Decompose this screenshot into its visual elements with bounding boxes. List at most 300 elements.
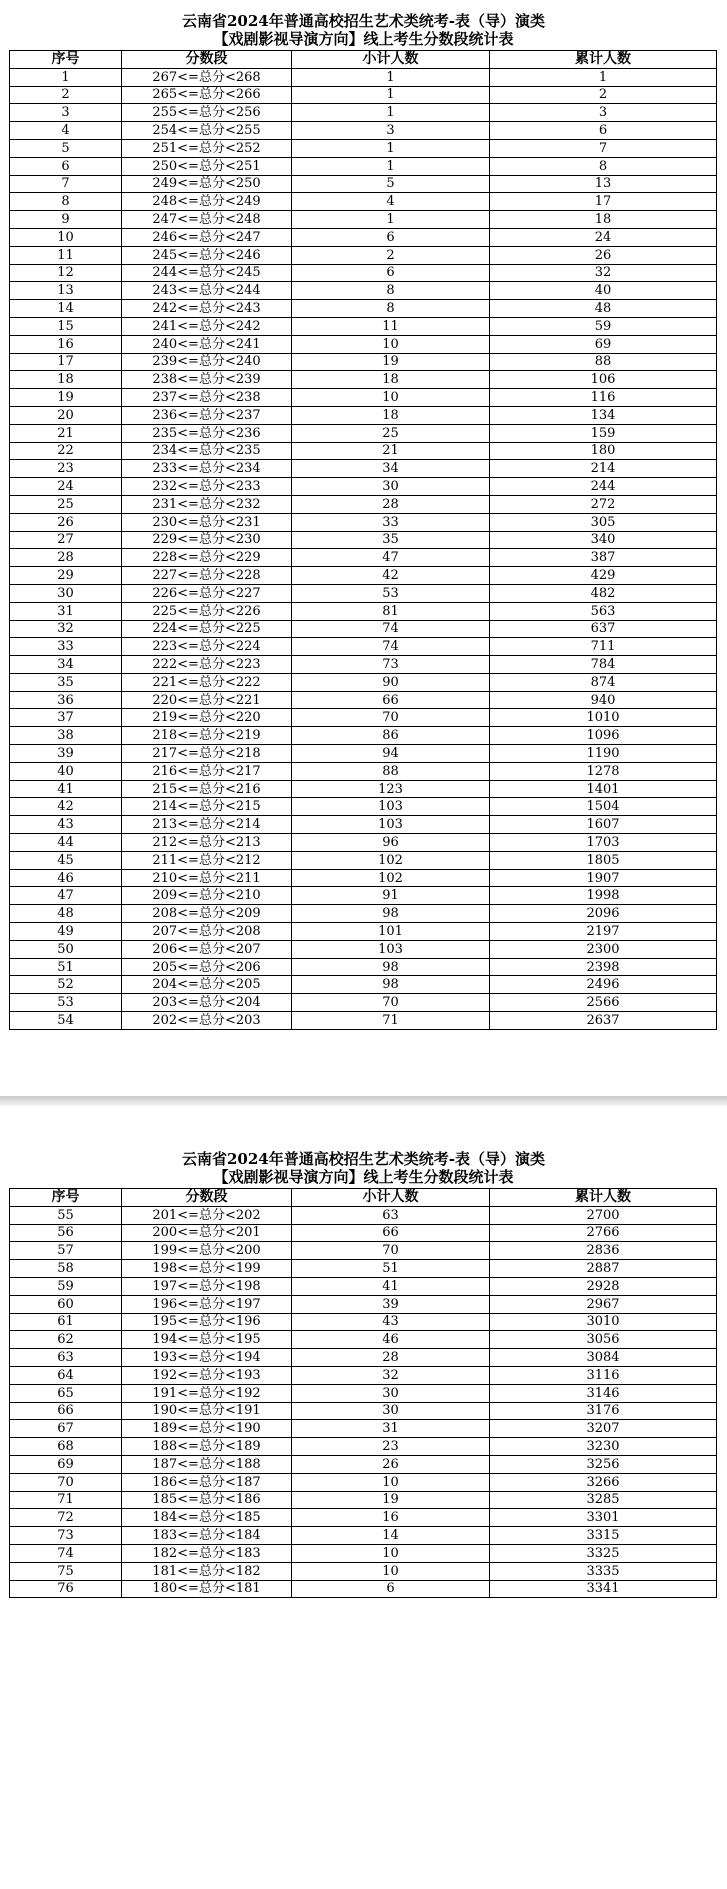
cell-cumulative: 482 [490, 584, 717, 602]
table-row [10, 727, 717, 745]
cell-index: 2 [10, 86, 122, 104]
cell-score-range: 235<=总分<236 [122, 424, 292, 442]
cell-subtotal: 91 [292, 887, 490, 905]
cell-subtotal: 94 [292, 745, 490, 763]
cell-subtotal: 19 [292, 353, 490, 371]
cell-subtotal: 46 [292, 1331, 490, 1349]
table-row [10, 353, 717, 371]
table-row [10, 709, 717, 727]
cell-cumulative: 1 [490, 68, 717, 86]
cell-cumulative: 3285 [490, 1491, 717, 1509]
cell-cumulative: 2496 [490, 976, 717, 994]
table-row [10, 1349, 717, 1367]
cell-index: 40 [10, 762, 122, 780]
cell-subtotal: 70 [292, 709, 490, 727]
cell-subtotal: 1 [292, 68, 490, 86]
cell-subtotal: 90 [292, 673, 490, 691]
table-row [10, 567, 717, 585]
cell-score-range: 207<=总分<208 [122, 923, 292, 941]
cell-cumulative: 214 [490, 460, 717, 478]
cell-subtotal: 10 [292, 1473, 490, 1491]
table-row [10, 1544, 717, 1562]
cell-subtotal: 16 [292, 1509, 490, 1527]
cell-score-range: 206<=总分<207 [122, 940, 292, 958]
cell-subtotal: 102 [292, 869, 490, 887]
cell-score-range: 250<=总分<251 [122, 157, 292, 175]
cell-index: 50 [10, 940, 122, 958]
table-row [10, 1313, 717, 1331]
cell-index: 35 [10, 673, 122, 691]
cell-score-range: 227<=总分<228 [122, 567, 292, 585]
cell-index: 26 [10, 513, 122, 531]
cell-score-range: 182<=总分<183 [122, 1544, 292, 1562]
cell-score-range: 208<=总分<209 [122, 905, 292, 923]
table-row [10, 923, 717, 941]
cell-cumulative: 180 [490, 442, 717, 460]
cell-index: 62 [10, 1331, 122, 1349]
cell-index: 71 [10, 1491, 122, 1509]
cell-index: 53 [10, 994, 122, 1012]
table-row [10, 1331, 717, 1349]
cell-score-range: 201<=总分<202 [122, 1206, 292, 1224]
table-row [10, 1455, 717, 1473]
cell-subtotal: 42 [292, 567, 490, 585]
header-index: 序号 [10, 1189, 122, 1207]
cell-subtotal: 10 [292, 389, 490, 407]
cell-index: 52 [10, 976, 122, 994]
cell-cumulative: 2928 [490, 1277, 717, 1295]
cell-subtotal: 3 [292, 122, 490, 140]
cell-cumulative: 18 [490, 211, 717, 229]
cell-score-range: 180<=总分<181 [122, 1580, 292, 1598]
cell-score-range: 194<=总分<195 [122, 1331, 292, 1349]
cell-index: 11 [10, 246, 122, 264]
cell-index: 41 [10, 780, 122, 798]
cell-index: 36 [10, 691, 122, 709]
cell-cumulative: 24 [490, 228, 717, 246]
cell-subtotal: 70 [292, 994, 490, 1012]
table-row [10, 549, 717, 567]
cell-subtotal: 6 [292, 1580, 490, 1598]
cell-score-range: 251<=总分<252 [122, 139, 292, 157]
cell-score-range: 246<=总分<247 [122, 228, 292, 246]
cell-score-range: 191<=总分<192 [122, 1384, 292, 1402]
cell-subtotal: 73 [292, 656, 490, 674]
cell-score-range: 239<=总分<240 [122, 353, 292, 371]
table-row [10, 1420, 717, 1438]
table-row [10, 406, 717, 424]
cell-index: 22 [10, 442, 122, 460]
cell-index: 39 [10, 745, 122, 763]
cell-score-range: 222<=总分<223 [122, 656, 292, 674]
cell-subtotal: 71 [292, 1012, 490, 1030]
table-row [10, 638, 717, 656]
table-row [10, 780, 717, 798]
cell-subtotal: 5 [292, 175, 490, 193]
cell-score-range: 255<=总分<256 [122, 104, 292, 122]
cell-score-range: 187<=总分<188 [122, 1455, 292, 1473]
cell-cumulative: 3230 [490, 1438, 717, 1456]
cell-cumulative: 2700 [490, 1206, 717, 1224]
cell-index: 19 [10, 389, 122, 407]
cell-subtotal: 30 [292, 1402, 490, 1420]
cell-score-range: 181<=总分<182 [122, 1562, 292, 1580]
cell-cumulative: 2 [490, 86, 717, 104]
table-row [10, 1580, 717, 1598]
table-row [10, 1491, 717, 1509]
cell-subtotal: 41 [292, 1277, 490, 1295]
cell-index: 57 [10, 1242, 122, 1260]
cell-score-range: 188<=总分<189 [122, 1438, 292, 1456]
cell-index: 55 [10, 1206, 122, 1224]
cell-subtotal: 74 [292, 620, 490, 638]
cell-index: 45 [10, 851, 122, 869]
table-row [10, 1206, 717, 1224]
cell-subtotal: 31 [292, 1420, 490, 1438]
cell-cumulative: 17 [490, 193, 717, 211]
cell-score-range: 199<=总分<200 [122, 1242, 292, 1260]
cell-score-range: 237<=总分<238 [122, 389, 292, 407]
table-row [10, 584, 717, 602]
cell-subtotal: 32 [292, 1366, 490, 1384]
cell-score-range: 213<=总分<214 [122, 816, 292, 834]
cell-cumulative: 69 [490, 335, 717, 353]
cell-index: 51 [10, 958, 122, 976]
cell-cumulative: 26 [490, 246, 717, 264]
cell-score-range: 203<=总分<204 [122, 994, 292, 1012]
table-row [10, 958, 717, 976]
cell-subtotal: 86 [292, 727, 490, 745]
cell-index: 76 [10, 1580, 122, 1598]
cell-cumulative: 2197 [490, 923, 717, 941]
cell-subtotal: 10 [292, 1544, 490, 1562]
cell-index: 38 [10, 727, 122, 745]
cell-cumulative: 2887 [490, 1260, 717, 1278]
cell-cumulative: 3266 [490, 1473, 717, 1491]
cell-score-range: 219<=总分<220 [122, 709, 292, 727]
cell-subtotal: 8 [292, 300, 490, 318]
cell-index: 70 [10, 1473, 122, 1491]
cell-index: 60 [10, 1295, 122, 1313]
cell-index: 43 [10, 816, 122, 834]
cell-cumulative: 1607 [490, 816, 717, 834]
cell-score-range: 240<=总分<241 [122, 335, 292, 353]
cell-index: 75 [10, 1562, 122, 1580]
page-title: 云南省2024年普通高校招生艺术类统考-表（导）演类 [182, 1150, 545, 1168]
cell-index: 27 [10, 531, 122, 549]
table-body [10, 68, 717, 1029]
score-table [9, 1188, 717, 1598]
table-row [10, 1242, 717, 1260]
table-row [10, 424, 717, 442]
cell-score-range: 189<=总分<190 [122, 1420, 292, 1438]
cell-cumulative: 8 [490, 157, 717, 175]
table-row [10, 246, 717, 264]
cell-score-range: 242<=总分<243 [122, 300, 292, 318]
table-header-row [10, 51, 717, 69]
cell-index: 65 [10, 1384, 122, 1402]
table-row [10, 300, 717, 318]
cell-subtotal: 4 [292, 193, 490, 211]
cell-cumulative: 784 [490, 656, 717, 674]
cell-index: 67 [10, 1420, 122, 1438]
cell-index: 73 [10, 1527, 122, 1545]
cell-index: 9 [10, 211, 122, 229]
cell-index: 64 [10, 1366, 122, 1384]
cell-cumulative: 3010 [490, 1313, 717, 1331]
cell-index: 15 [10, 317, 122, 335]
cell-cumulative: 1998 [490, 887, 717, 905]
page-title: 云南省2024年普通高校招生艺术类统考-表（导）演类 [182, 12, 545, 30]
cell-index: 72 [10, 1509, 122, 1527]
cell-cumulative: 429 [490, 567, 717, 585]
cell-score-range: 211<=总分<212 [122, 851, 292, 869]
cell-subtotal: 39 [292, 1295, 490, 1313]
cell-cumulative: 1703 [490, 834, 717, 852]
cell-subtotal: 30 [292, 478, 490, 496]
cell-cumulative: 40 [490, 282, 717, 300]
cell-cumulative: 874 [490, 673, 717, 691]
cell-cumulative: 134 [490, 406, 717, 424]
cell-index: 59 [10, 1277, 122, 1295]
cell-cumulative: 59 [490, 317, 717, 335]
cell-score-range: 186<=总分<187 [122, 1473, 292, 1491]
cell-score-range: 225<=总分<226 [122, 602, 292, 620]
table-row [10, 762, 717, 780]
cell-index: 6 [10, 157, 122, 175]
cell-subtotal: 1 [292, 157, 490, 175]
table-row [10, 1260, 717, 1278]
cell-score-range: 216<=总分<217 [122, 762, 292, 780]
cell-index: 23 [10, 460, 122, 478]
table-row [10, 122, 717, 140]
cell-cumulative: 3056 [490, 1331, 717, 1349]
cell-cumulative: 1401 [490, 780, 717, 798]
cell-subtotal: 63 [292, 1206, 490, 1224]
cell-subtotal: 2 [292, 246, 490, 264]
table-row [10, 335, 717, 353]
page-divider [0, 1096, 727, 1106]
cell-index: 37 [10, 709, 122, 727]
cell-cumulative: 2967 [490, 1295, 717, 1313]
header-score-range: 分数段 [122, 51, 292, 69]
cell-cumulative: 48 [490, 300, 717, 318]
cell-index: 12 [10, 264, 122, 282]
cell-cumulative: 637 [490, 620, 717, 638]
cell-cumulative: 3301 [490, 1509, 717, 1527]
table-row [10, 193, 717, 211]
cell-index: 69 [10, 1455, 122, 1473]
table-row [10, 869, 717, 887]
cell-cumulative: 1278 [490, 762, 717, 780]
table-row [10, 673, 717, 691]
cell-index: 13 [10, 282, 122, 300]
cell-score-range: 248<=总分<249 [122, 193, 292, 211]
cell-subtotal: 103 [292, 798, 490, 816]
cell-subtotal: 96 [292, 834, 490, 852]
cell-subtotal: 51 [292, 1260, 490, 1278]
cell-index: 8 [10, 193, 122, 211]
cell-cumulative: 3315 [490, 1527, 717, 1545]
table-row [10, 887, 717, 905]
cell-subtotal: 102 [292, 851, 490, 869]
cell-score-range: 229<=总分<230 [122, 531, 292, 549]
cell-subtotal: 98 [292, 976, 490, 994]
cell-score-range: 220<=总分<221 [122, 691, 292, 709]
table-row [10, 317, 717, 335]
cell-index: 48 [10, 905, 122, 923]
cell-cumulative: 3207 [490, 1420, 717, 1438]
cell-score-range: 233<=总分<234 [122, 460, 292, 478]
table-row [10, 139, 717, 157]
cell-index: 74 [10, 1544, 122, 1562]
table-row [10, 1562, 717, 1580]
cell-index: 7 [10, 175, 122, 193]
score-table [9, 50, 717, 1030]
cell-score-range: 204<=总分<205 [122, 976, 292, 994]
header-cumulative: 累计人数 [490, 51, 717, 69]
table-row [10, 1473, 717, 1491]
cell-cumulative: 305 [490, 513, 717, 531]
table-row [10, 531, 717, 549]
cell-subtotal: 30 [292, 1384, 490, 1402]
table-row [10, 282, 717, 300]
table-row [10, 389, 717, 407]
cell-index: 16 [10, 335, 122, 353]
cell-subtotal: 103 [292, 816, 490, 834]
cell-score-range: 241<=总分<242 [122, 317, 292, 335]
cell-score-range: 215<=总分<216 [122, 780, 292, 798]
cell-cumulative: 6 [490, 122, 717, 140]
cell-index: 58 [10, 1260, 122, 1278]
cell-cumulative: 3325 [490, 1544, 717, 1562]
cell-index: 34 [10, 656, 122, 674]
cell-score-range: 218<=总分<219 [122, 727, 292, 745]
cell-index: 14 [10, 300, 122, 318]
table-row [10, 228, 717, 246]
cell-subtotal: 21 [292, 442, 490, 460]
cell-cumulative: 2637 [490, 1012, 717, 1030]
table-row [10, 1509, 717, 1527]
table-row [10, 442, 717, 460]
cell-subtotal: 33 [292, 513, 490, 531]
cell-subtotal: 1 [292, 139, 490, 157]
cell-cumulative: 3146 [490, 1384, 717, 1402]
cell-score-range: 195<=总分<196 [122, 1313, 292, 1331]
cell-index: 5 [10, 139, 122, 157]
table-row [10, 175, 717, 193]
cell-score-range: 228<=总分<229 [122, 549, 292, 567]
cell-score-range: 190<=总分<191 [122, 1402, 292, 1420]
cell-score-range: 234<=总分<235 [122, 442, 292, 460]
cell-subtotal: 11 [292, 317, 490, 335]
cell-index: 30 [10, 584, 122, 602]
cell-score-range: 254<=总分<255 [122, 122, 292, 140]
cell-index: 54 [10, 1012, 122, 1030]
cell-score-range: 196<=总分<197 [122, 1295, 292, 1313]
cell-subtotal: 26 [292, 1455, 490, 1473]
cell-subtotal: 1 [292, 86, 490, 104]
cell-index: 25 [10, 495, 122, 513]
cell-cumulative: 3 [490, 104, 717, 122]
cell-subtotal: 10 [292, 335, 490, 353]
cell-cumulative: 88 [490, 353, 717, 371]
cell-subtotal: 88 [292, 762, 490, 780]
cell-subtotal: 34 [292, 460, 490, 478]
cell-score-range: 212<=总分<213 [122, 834, 292, 852]
cell-index: 56 [10, 1224, 122, 1242]
cell-index: 10 [10, 228, 122, 246]
table-row [10, 940, 717, 958]
cell-subtotal: 66 [292, 691, 490, 709]
cell-cumulative: 1504 [490, 798, 717, 816]
cell-subtotal: 28 [292, 1349, 490, 1367]
cell-subtotal: 1 [292, 104, 490, 122]
cell-cumulative: 272 [490, 495, 717, 513]
cell-index: 4 [10, 122, 122, 140]
cell-index: 44 [10, 834, 122, 852]
cell-score-range: 223<=总分<224 [122, 638, 292, 656]
cell-score-range: 214<=总分<215 [122, 798, 292, 816]
cell-score-range: 193<=总分<194 [122, 1349, 292, 1367]
cell-score-range: 224<=总分<225 [122, 620, 292, 638]
cell-subtotal: 18 [292, 406, 490, 424]
cell-index: 63 [10, 1349, 122, 1367]
cell-subtotal: 10 [292, 1562, 490, 1580]
cell-cumulative: 116 [490, 389, 717, 407]
cell-subtotal: 98 [292, 905, 490, 923]
cell-cumulative: 13 [490, 175, 717, 193]
table-row [10, 851, 717, 869]
cell-score-range: 200<=总分<201 [122, 1224, 292, 1242]
cell-cumulative: 1096 [490, 727, 717, 745]
table-row [10, 1366, 717, 1384]
table-row [10, 68, 717, 86]
header-subtotal: 小计人数 [292, 1189, 490, 1207]
table-row [10, 691, 717, 709]
cell-cumulative: 2096 [490, 905, 717, 923]
cell-score-range: 231<=总分<232 [122, 495, 292, 513]
cell-index: 17 [10, 353, 122, 371]
cell-subtotal: 98 [292, 958, 490, 976]
cell-index: 42 [10, 798, 122, 816]
cell-subtotal: 23 [292, 1438, 490, 1456]
table-row [10, 1295, 717, 1313]
cell-cumulative: 159 [490, 424, 717, 442]
cell-index: 66 [10, 1402, 122, 1420]
cell-cumulative: 940 [490, 691, 717, 709]
table-row [10, 460, 717, 478]
header-index: 序号 [10, 51, 122, 69]
cell-score-range: 192<=总分<193 [122, 1366, 292, 1384]
table-row [10, 478, 717, 496]
table-row [10, 798, 717, 816]
table-row [10, 602, 717, 620]
cell-index: 31 [10, 602, 122, 620]
table-row [10, 656, 717, 674]
cell-subtotal: 53 [292, 584, 490, 602]
table-row [10, 816, 717, 834]
cell-score-range: 202<=总分<203 [122, 1012, 292, 1030]
cell-subtotal: 101 [292, 923, 490, 941]
cell-score-range: 205<=总分<206 [122, 958, 292, 976]
cell-cumulative: 3341 [490, 1580, 717, 1598]
cell-score-range: 183<=总分<184 [122, 1527, 292, 1545]
cell-subtotal: 25 [292, 424, 490, 442]
cell-score-range: 209<=总分<210 [122, 887, 292, 905]
cell-subtotal: 35 [292, 531, 490, 549]
cell-score-range: 243<=总分<244 [122, 282, 292, 300]
